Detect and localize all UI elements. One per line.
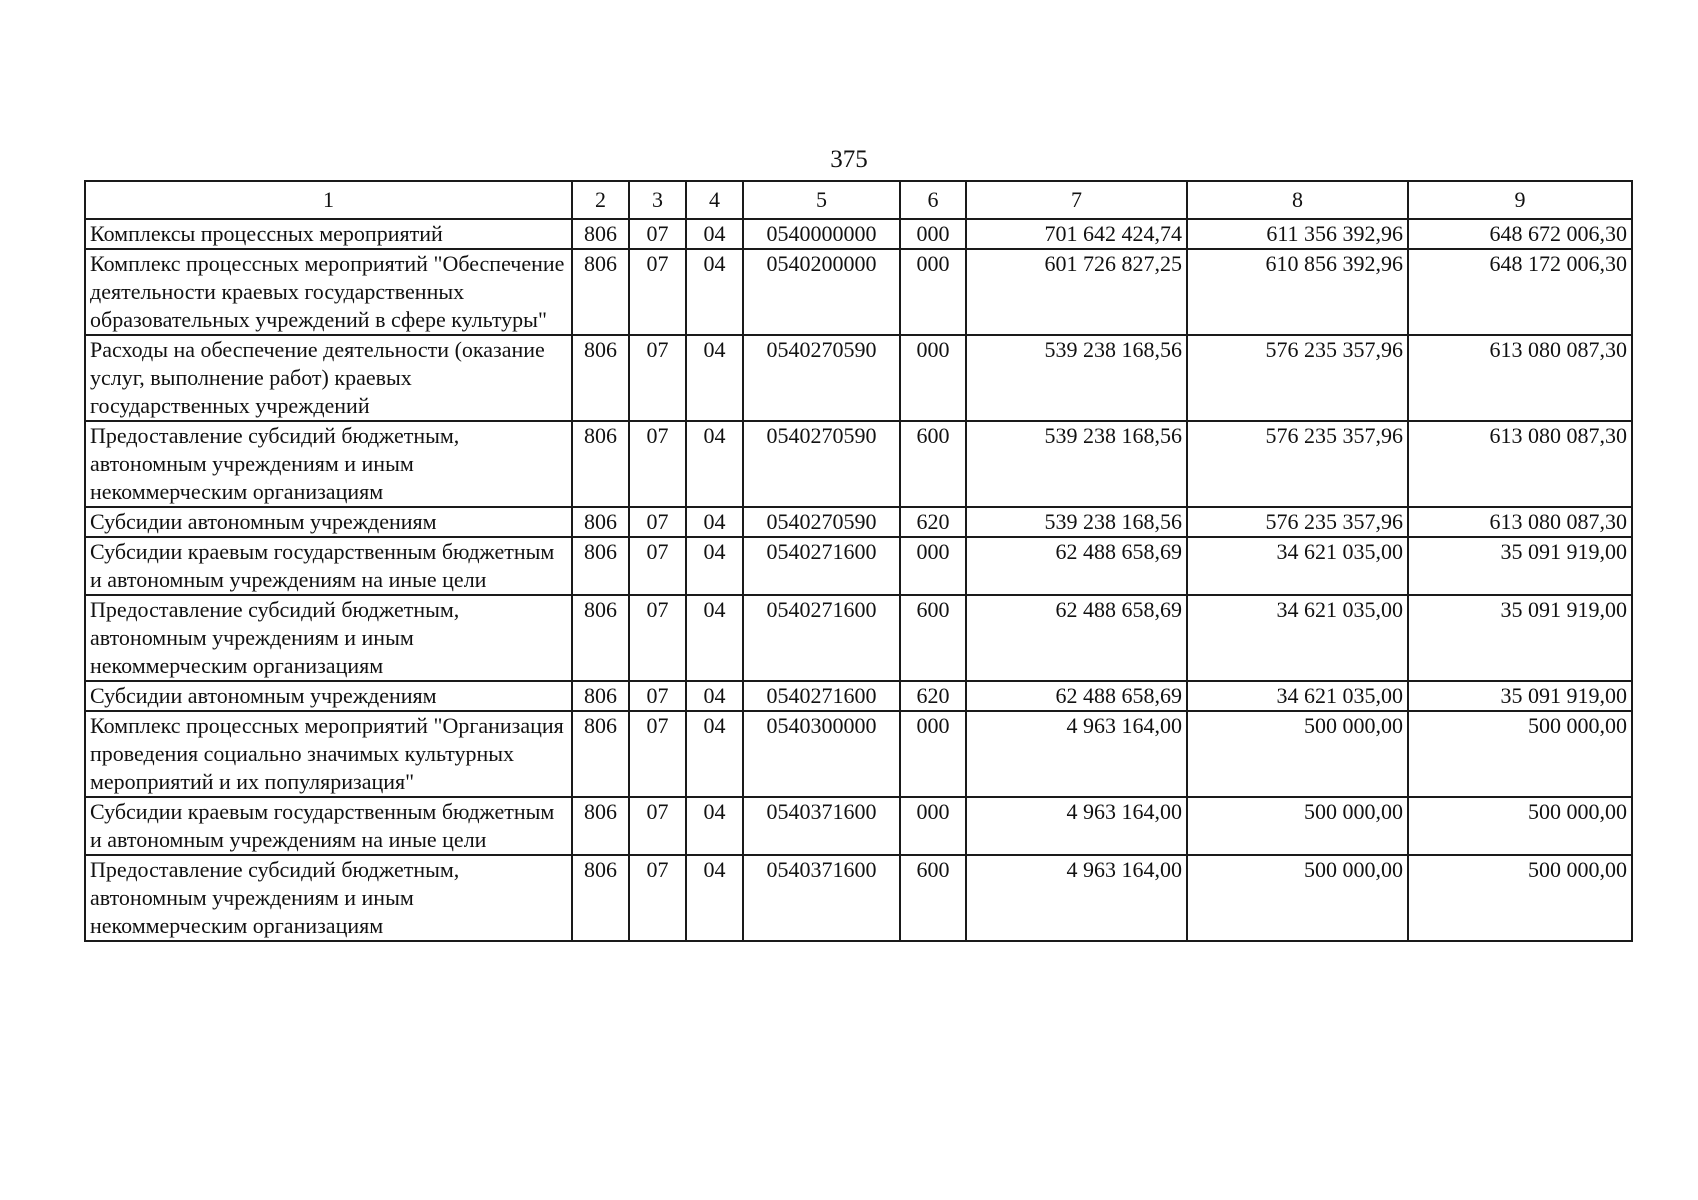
column-header-3: 3 <box>629 181 686 219</box>
row-code-cell: 07 <box>629 711 686 797</box>
row-code-cell: 04 <box>686 219 743 249</box>
row-code-cell: 04 <box>686 249 743 335</box>
column-header-6: 6 <box>900 181 966 219</box>
column-header-1: 1 <box>85 181 572 219</box>
row-amount-cell: 62 488 658,69 <box>966 595 1187 681</box>
table-row <box>85 249 1632 335</box>
column-header-9: 9 <box>1408 181 1632 219</box>
row-code-cell: 0540271600 <box>743 537 900 595</box>
row-amount-cell: 500 000,00 <box>1408 855 1632 941</box>
row-code-cell: 806 <box>572 595 629 681</box>
row-name-cell: Субсидии автономным учреждениям <box>85 681 572 711</box>
row-code-cell: 0540271600 <box>743 595 900 681</box>
row-amount-cell: 613 080 087,30 <box>1408 335 1632 421</box>
row-code-cell: 07 <box>629 249 686 335</box>
row-code-cell: 0540300000 <box>743 711 900 797</box>
row-amount-cell: 613 080 087,30 <box>1408 507 1632 537</box>
row-code-cell: 07 <box>629 335 686 421</box>
row-code-cell: 000 <box>900 335 966 421</box>
table-body <box>85 219 1632 941</box>
table-row <box>85 335 1632 421</box>
table-row <box>85 421 1632 507</box>
row-amount-cell: 610 856 392,96 <box>1187 249 1408 335</box>
row-code-cell: 07 <box>629 797 686 855</box>
row-amount-cell: 34 621 035,00 <box>1187 595 1408 681</box>
column-header-8: 8 <box>1187 181 1408 219</box>
column-header-4: 4 <box>686 181 743 219</box>
row-amount-cell: 4 963 164,00 <box>966 711 1187 797</box>
row-amount-cell: 4 963 164,00 <box>966 797 1187 855</box>
row-code-cell: 806 <box>572 421 629 507</box>
row-code-cell: 806 <box>572 797 629 855</box>
row-name-cell: Субсидии автономным учреждениям <box>85 507 572 537</box>
row-amount-cell: 62 488 658,69 <box>966 537 1187 595</box>
row-code-cell: 0540371600 <box>743 797 900 855</box>
row-code-cell: 0540000000 <box>743 219 900 249</box>
row-code-cell: 000 <box>900 249 966 335</box>
row-code-cell: 600 <box>900 855 966 941</box>
row-amount-cell: 62 488 658,69 <box>966 681 1187 711</box>
row-amount-cell: 35 091 919,00 <box>1408 537 1632 595</box>
header-row <box>85 181 1632 219</box>
row-amount-cell: 611 356 392,96 <box>1187 219 1408 249</box>
row-code-cell: 000 <box>900 537 966 595</box>
column-header-7: 7 <box>966 181 1187 219</box>
row-amount-cell: 34 621 035,00 <box>1187 681 1408 711</box>
table-row <box>85 797 1632 855</box>
row-code-cell: 000 <box>900 219 966 249</box>
row-code-cell: 07 <box>629 537 686 595</box>
row-name-cell: Расходы на обеспечение деятельности (оказание услуг, выполнение работ) краевых государственных учреждений <box>85 335 572 421</box>
column-header-5: 5 <box>743 181 900 219</box>
table-row <box>85 855 1632 941</box>
row-code-cell: 07 <box>629 681 686 711</box>
row-amount-cell: 34 621 035,00 <box>1187 537 1408 595</box>
row-code-cell: 04 <box>686 797 743 855</box>
row-code-cell: 07 <box>629 855 686 941</box>
row-code-cell: 04 <box>686 855 743 941</box>
row-amount-cell: 500 000,00 <box>1408 797 1632 855</box>
row-code-cell: 07 <box>629 507 686 537</box>
row-amount-cell: 648 672 006,30 <box>1408 219 1632 249</box>
row-code-cell: 0540270590 <box>743 421 900 507</box>
row-name-cell: Предоставление субсидий бюджетным, автономным учреждениям и иным некоммерческим организациям <box>85 855 572 941</box>
row-code-cell: 0540200000 <box>743 249 900 335</box>
row-code-cell: 600 <box>900 595 966 681</box>
row-amount-cell: 539 238 168,56 <box>966 335 1187 421</box>
row-code-cell: 806 <box>572 219 629 249</box>
row-amount-cell: 601 726 827,25 <box>966 249 1187 335</box>
table-row <box>85 537 1632 595</box>
row-amount-cell: 701 642 424,74 <box>966 219 1187 249</box>
row-amount-cell: 576 235 357,96 <box>1187 421 1408 507</box>
row-code-cell: 04 <box>686 335 743 421</box>
row-code-cell: 04 <box>686 537 743 595</box>
row-code-cell: 0540371600 <box>743 855 900 941</box>
row-code-cell: 806 <box>572 711 629 797</box>
row-amount-cell: 539 238 168,56 <box>966 421 1187 507</box>
row-code-cell: 0540270590 <box>743 335 900 421</box>
row-amount-cell: 4 963 164,00 <box>966 855 1187 941</box>
row-code-cell: 806 <box>572 335 629 421</box>
row-code-cell: 04 <box>686 711 743 797</box>
row-amount-cell: 500 000,00 <box>1187 711 1408 797</box>
row-amount-cell: 576 235 357,96 <box>1187 335 1408 421</box>
row-code-cell: 04 <box>686 681 743 711</box>
row-code-cell: 0540270590 <box>743 507 900 537</box>
row-amount-cell: 500 000,00 <box>1187 797 1408 855</box>
row-code-cell: 806 <box>572 537 629 595</box>
page-number: 375 <box>830 146 868 173</box>
column-header-2: 2 <box>572 181 629 219</box>
row-name-cell: Субсидии краевым государственным бюджетным и автономным учреждениям на иные цели <box>85 537 572 595</box>
row-name-cell: Предоставление субсидий бюджетным, автономным учреждениям и иным некоммерческим организациям <box>85 595 572 681</box>
row-code-cell: 806 <box>572 249 629 335</box>
row-code-cell: 04 <box>686 595 743 681</box>
row-code-cell: 000 <box>900 797 966 855</box>
row-code-cell: 806 <box>572 855 629 941</box>
row-amount-cell: 539 238 168,56 <box>966 507 1187 537</box>
table-row <box>85 219 1632 249</box>
row-code-cell: 07 <box>629 219 686 249</box>
row-code-cell: 600 <box>900 421 966 507</box>
row-name-cell: Комплекс процессных мероприятий "Организация проведения социально значимых культурных мероприятий и их популяризация" <box>85 711 572 797</box>
row-code-cell: 620 <box>900 507 966 537</box>
row-code-cell: 07 <box>629 421 686 507</box>
row-amount-cell: 500 000,00 <box>1187 855 1408 941</box>
row-code-cell: 806 <box>572 507 629 537</box>
table-row <box>85 681 1632 711</box>
row-name-cell: Субсидии краевым государственным бюджетным и автономным учреждениям на иные цели <box>85 797 572 855</box>
row-name-cell: Предоставление субсидий бюджетным, автономным учреждениям и иным некоммерческим организациям <box>85 421 572 507</box>
row-name-cell: Комплекс процессных мероприятий "Обеспечение деятельности краевых государственных образовательных учреждений в сфере культуры" <box>85 249 572 335</box>
row-code-cell: 806 <box>572 681 629 711</box>
row-code-cell: 07 <box>629 595 686 681</box>
row-code-cell: 000 <box>900 711 966 797</box>
row-amount-cell: 648 172 006,30 <box>1408 249 1632 335</box>
table-row <box>85 507 1632 537</box>
row-code-cell: 04 <box>686 507 743 537</box>
row-code-cell: 0540271600 <box>743 681 900 711</box>
row-amount-cell: 576 235 357,96 <box>1187 507 1408 537</box>
row-amount-cell: 35 091 919,00 <box>1408 595 1632 681</box>
row-amount-cell: 500 000,00 <box>1408 711 1632 797</box>
table-row <box>85 595 1632 681</box>
row-amount-cell: 613 080 087,30 <box>1408 421 1632 507</box>
row-code-cell: 620 <box>900 681 966 711</box>
row-code-cell: 04 <box>686 421 743 507</box>
budget-table <box>84 180 1633 942</box>
row-amount-cell: 35 091 919,00 <box>1408 681 1632 711</box>
table-row <box>85 711 1632 797</box>
row-name-cell: Комплексы процессных мероприятий <box>85 219 572 249</box>
